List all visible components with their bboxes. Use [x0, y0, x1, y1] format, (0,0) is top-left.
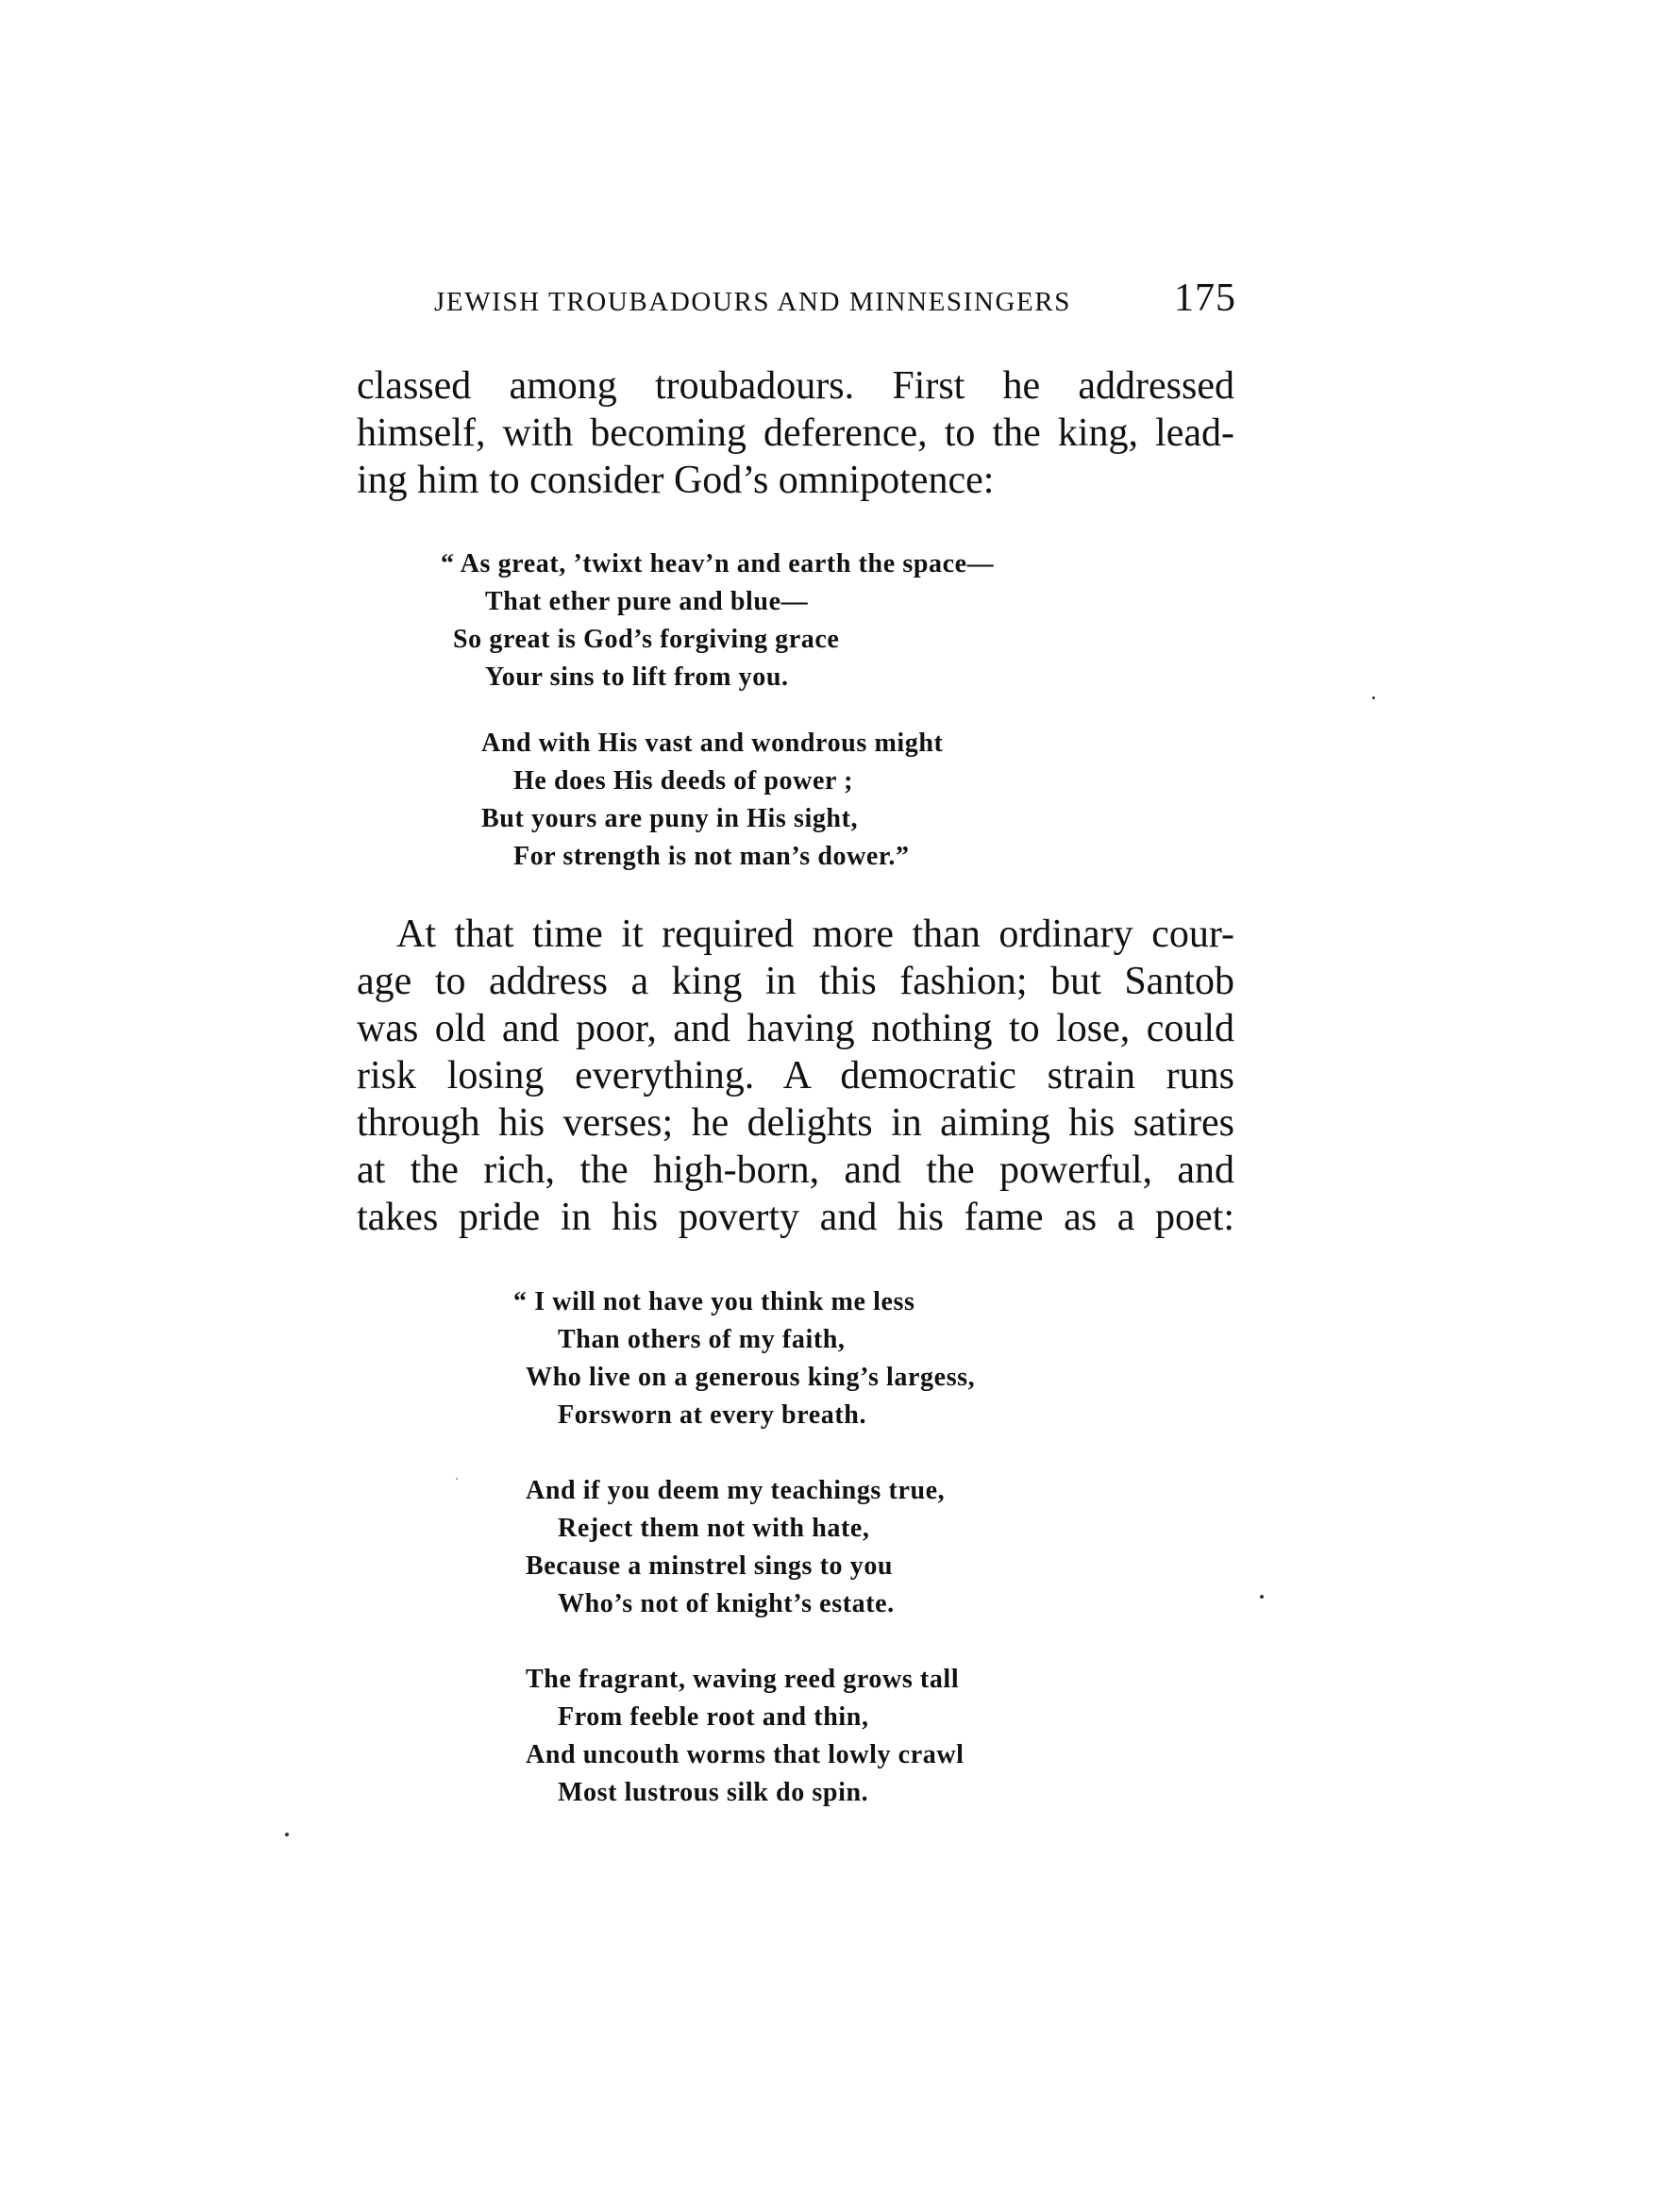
print-speck	[285, 1833, 289, 1836]
verse-line: Forsworn at every breath.	[558, 1400, 867, 1430]
print-speck	[1372, 696, 1375, 699]
paragraph-line: age to address a king in this fashion; but Santob	[357, 960, 1234, 1003]
verse-line: Reject them not with hate,	[558, 1514, 870, 1543]
poem-1	[441, 545, 995, 871]
verse-line: And with His vast and wondrous might	[481, 729, 944, 758]
verse-line: But yours are puny in His sight,	[481, 804, 859, 833]
paragraph-line: risk losing everything. A democratic strain runs	[357, 1054, 1234, 1098]
paragraph-line: takes pride in his poverty and his fame as a poet:	[357, 1196, 1234, 1239]
verse-line: He does His deeds of power ;	[513, 766, 854, 796]
verse-line: Your sins to lift from you.	[485, 662, 789, 692]
running-title: JEWISH TROUBADOURS AND MINNESINGERS	[434, 287, 1071, 317]
verse-line: From feeble root and thin,	[558, 1702, 869, 1732]
verse-line: Than others of my faith,	[558, 1325, 846, 1354]
verse-line: That ether pure and blue—	[485, 587, 809, 616]
poem-1-stanza-2	[481, 725, 943, 876]
verse-line: And uncouth worms that lowly crawl	[526, 1740, 965, 1769]
running-head	[434, 276, 1236, 321]
poem-2-stanza-2	[526, 1472, 975, 1623]
verse-line: So great is God’s forgiving grace	[453, 625, 840, 654]
paragraph-line: ing him to consider God’s omnipotence:	[357, 459, 995, 502]
poem-2	[513, 1283, 976, 1812]
verse-line: And if you deem my teachings true,	[526, 1476, 946, 1505]
paragraph-line: classed among troubadours. First he addressed	[357, 364, 1234, 408]
poem-2-stanza-1	[513, 1283, 976, 1434]
paragraph-line: was old and poor, and having nothing to lose, could	[357, 1007, 1234, 1050]
verse-line: Who live on a generous king’s largess,	[526, 1363, 976, 1392]
verse-line: For strength is not man’s dower.”	[513, 842, 910, 871]
print-speck	[456, 1478, 458, 1480]
poem-2-stanza-3	[526, 1661, 975, 1812]
page-number: 175	[1174, 276, 1236, 320]
paragraph-line: At that time it required more than ordinary cour-	[396, 913, 1234, 956]
verse-line: The fragrant, waving reed grows tall	[526, 1665, 960, 1694]
verse-line: Because a minstrel sings to you	[526, 1551, 894, 1581]
poem-1-stanza-1	[441, 545, 995, 696]
paragraph-2	[357, 911, 1234, 1241]
verse-line: “ As great, ’twixt heav’n and earth the space—	[441, 549, 995, 578]
paragraph-1	[357, 362, 1234, 504]
paragraph-line: himself, with becoming deference, to the king, lead-	[357, 411, 1234, 455]
paragraph-line: through his verses; he delights in aiming his satires	[357, 1101, 1234, 1145]
verse-line: Who’s not of knight’s estate.	[558, 1589, 895, 1618]
verse-line: Most lustrous silk do spin.	[558, 1778, 869, 1807]
paragraph-line: at the rich, the high-born, and the powerful, and	[357, 1148, 1234, 1192]
print-speck	[1260, 1595, 1264, 1599]
verse-line: “ I will not have you think me less	[513, 1287, 915, 1316]
